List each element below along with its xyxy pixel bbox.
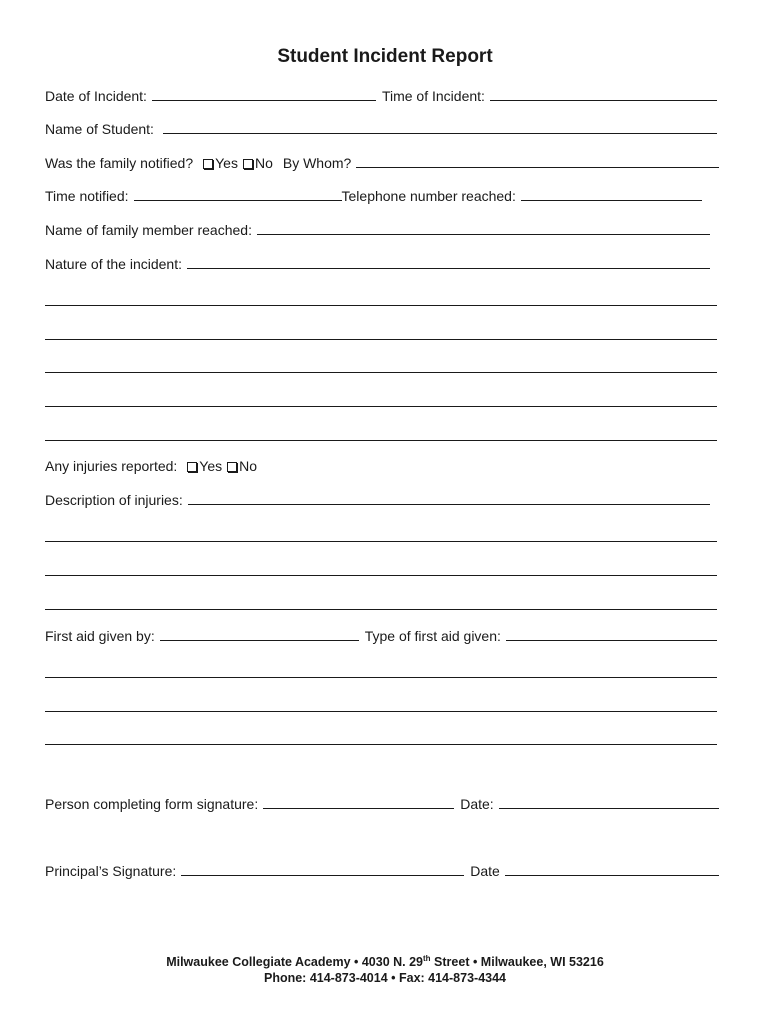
principal-signature-row	[45, 863, 719, 879]
nature-line-2[interactable]	[45, 305, 717, 306]
first-aid-line-4[interactable]	[45, 744, 717, 745]
first-aid-by-field[interactable]	[160, 639, 359, 641]
injuries-row	[45, 458, 257, 474]
family-notified-label: Was the family notified?	[45, 155, 194, 171]
description-line-3[interactable]	[45, 575, 717, 576]
first-aid-line-2[interactable]	[45, 677, 717, 678]
date-time-row	[45, 88, 717, 104]
nature-field[interactable]	[187, 267, 710, 269]
by-whom-field[interactable]	[356, 166, 719, 168]
first-aid-by-label: First aid given by:	[45, 628, 155, 644]
footer-address-sup: th	[423, 953, 431, 963]
injuries-yes-label: Yes	[199, 458, 223, 474]
description-line-4[interactable]	[45, 609, 717, 610]
principal-signature-label: Principal’s Signature:	[45, 863, 177, 879]
principal-signature-field[interactable]	[181, 874, 464, 876]
person-signature-field[interactable]	[263, 807, 454, 809]
type-first-aid-field[interactable]	[506, 639, 717, 641]
nature-line-5[interactable]	[45, 406, 717, 407]
by-whom-label: By Whom?	[282, 155, 352, 171]
time-of-incident-label: Time of Incident:	[381, 88, 485, 104]
family-notified-row	[45, 155, 719, 171]
principal-date-field[interactable]	[505, 874, 719, 876]
description-line-2[interactable]	[45, 541, 717, 542]
nature-line-3[interactable]	[45, 339, 717, 340]
student-name-row	[45, 121, 717, 137]
principal-date-label: Date	[470, 863, 500, 879]
name-of-student-label: Name of Student:	[45, 121, 154, 137]
footer-phone: Phone: 414-873-4014 • Fax: 414-873-4344	[263, 971, 507, 985]
family-notified-no-checkbox[interactable]	[243, 159, 253, 169]
person-signature-label: Person completing form signature:	[45, 796, 259, 812]
date-of-incident-label: Date of Incident:	[45, 88, 147, 104]
page-title: Student Incident Report	[277, 46, 493, 67]
injuries-no-label: No	[239, 458, 258, 474]
footer-address-part-1: Milwaukee Collegiate Academy • 4030 N. 29	[166, 955, 424, 969]
person-signature-row	[45, 796, 719, 812]
time-notified-label: Time notified:	[45, 188, 129, 204]
family-member-row	[45, 222, 710, 238]
telephone-field[interactable]	[521, 199, 702, 201]
injuries-label: Any injuries reported:	[45, 458, 178, 474]
first-aid-row	[45, 628, 717, 644]
telephone-label: Telephone number reached:	[341, 188, 516, 204]
time-of-incident-field[interactable]	[490, 99, 717, 101]
footer-address	[0, 955, 770, 969]
time-notified-field[interactable]	[134, 199, 342, 201]
family-notified-yes-label: Yes	[215, 155, 238, 171]
description-field[interactable]	[188, 503, 710, 505]
description-label: Description of injuries:	[45, 492, 183, 508]
family-notified-no-label: No	[254, 155, 273, 171]
date-of-incident-field[interactable]	[152, 99, 376, 101]
nature-line-4[interactable]	[45, 372, 717, 373]
description-row	[45, 492, 710, 508]
family-member-label: Name of family member reached:	[45, 222, 252, 238]
name-of-student-field[interactable]	[163, 132, 717, 134]
footer-address-part-2: Street • Milwaukee, WI 53216	[430, 955, 604, 969]
nature-label: Nature of the incident:	[45, 256, 182, 272]
injuries-yes-checkbox[interactable]	[187, 462, 197, 472]
family-notified-yes-checkbox[interactable]	[203, 159, 213, 169]
time-notified-row	[45, 188, 702, 204]
nature-line-6[interactable]	[45, 440, 717, 441]
type-first-aid-label: Type of first aid given:	[364, 628, 501, 644]
person-date-field[interactable]	[499, 807, 719, 809]
family-member-field[interactable]	[257, 233, 710, 235]
injuries-no-checkbox[interactable]	[227, 462, 237, 472]
person-date-label: Date:	[460, 796, 494, 812]
first-aid-line-3[interactable]	[45, 711, 717, 712]
nature-row	[45, 256, 710, 272]
